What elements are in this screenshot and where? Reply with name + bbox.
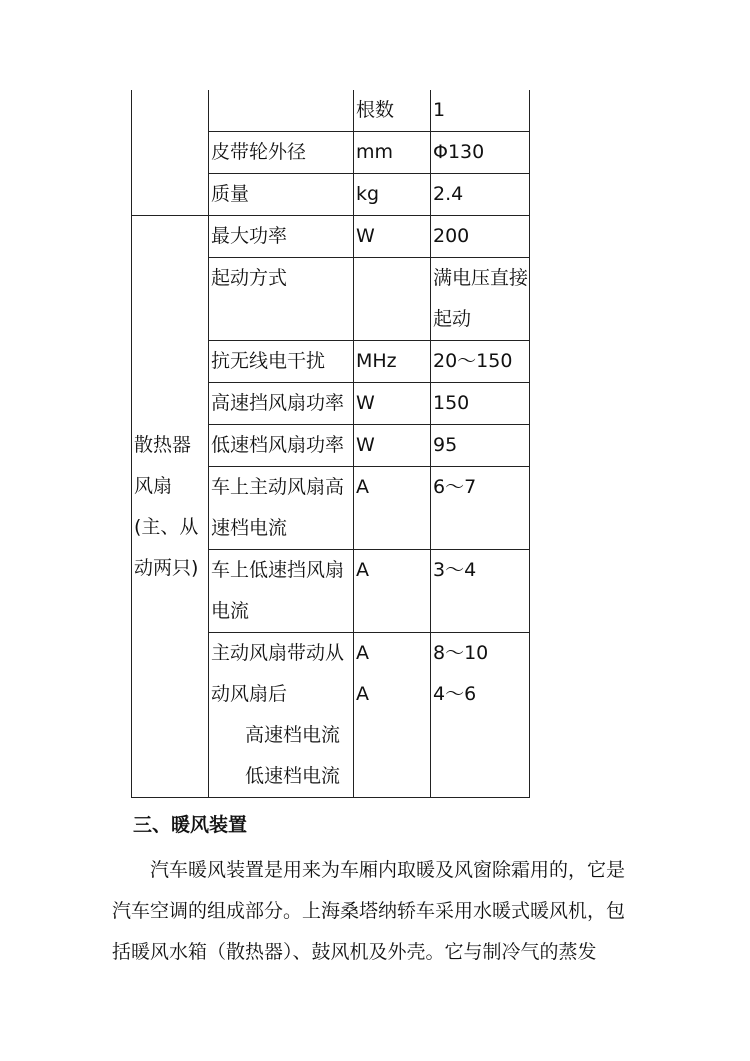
param-name: 质量	[209, 174, 354, 216]
param-unit: 根数	[354, 90, 431, 132]
param-unit: mm	[354, 132, 431, 174]
param-unit: A	[356, 642, 369, 664]
param-value: 1	[431, 90, 530, 132]
table-row	[132, 90, 530, 132]
param-name: 最大功率	[209, 216, 354, 258]
body-paragraph: 汽车暖风装置是用来为车厢内取暖及风窗除霜用的，它是汽车空调的组成部分。上海桑塔纳轿车采用水暖式暖风机，包括暖风水箱（散热器）、鼓风机及外壳。它与制冷气的蒸发	[112, 859, 626, 963]
param-name-multi	[209, 633, 354, 798]
param-value: 满电压直接起动	[431, 258, 530, 341]
param-name: 抗无线电干扰	[209, 341, 354, 383]
param-name	[209, 90, 354, 132]
param-value: 20～150	[431, 341, 530, 383]
param-name: 高速挡风扇功率	[209, 383, 354, 425]
spec-table	[131, 90, 530, 798]
fan-group-label: 散热器风扇(主、从动两只)	[132, 216, 209, 798]
param-unit: kg	[354, 174, 431, 216]
param-name: 车上低速挡风扇电流	[209, 550, 354, 633]
param-unit: W	[354, 216, 431, 258]
param-name: 起动方式	[209, 258, 354, 341]
param-value: 2.4	[431, 174, 530, 216]
sub-item: 低速档电流	[245, 765, 341, 787]
param-value: 200	[431, 216, 530, 258]
param-name-main: 主动风扇带动从动风扇后	[211, 642, 345, 705]
param-value: Φ130	[431, 132, 530, 174]
param-name: 车上主动风扇高速档电流	[209, 467, 354, 550]
param-unit: W	[354, 425, 431, 467]
param-value: 8～10	[433, 642, 489, 664]
param-name: 低速档风扇功率	[209, 425, 354, 467]
param-value: 6～7	[431, 467, 530, 550]
param-name: 皮带轮外径	[209, 132, 354, 174]
param-unit: W	[354, 383, 431, 425]
param-unit: A	[356, 683, 369, 705]
group-cell-empty	[132, 90, 209, 216]
param-value: 95	[431, 425, 530, 467]
param-value: 4～6	[433, 683, 477, 705]
table-row	[132, 216, 530, 258]
param-value-multi	[431, 633, 530, 798]
section-heading: 三、暖风装置	[133, 814, 248, 836]
param-unit-multi	[354, 633, 431, 798]
param-unit	[354, 258, 431, 341]
param-value: 3～4	[431, 550, 530, 633]
sub-item: 高速档电流	[245, 724, 341, 746]
param-unit: MHz	[354, 341, 431, 383]
param-unit: A	[354, 550, 431, 633]
param-value: 150	[431, 383, 530, 425]
param-unit: A	[354, 467, 431, 550]
